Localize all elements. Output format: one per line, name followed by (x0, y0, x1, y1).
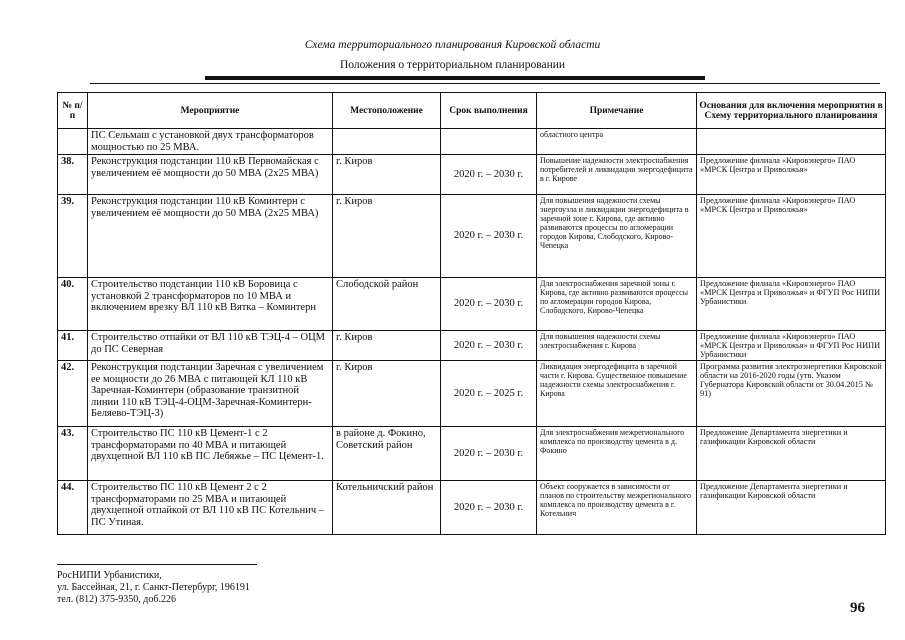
row-term: 2020 г. – 2025 г. (441, 361, 537, 427)
row-number: 40. (58, 278, 88, 331)
row-event: Строительство ПС 110 кВ Цемент 2 с 2 трансформаторами по 25 МВА и питающей двухцепной отпайкой от ВЛ 110 кВ ПС Котельнич – ПС Утиная. (88, 481, 333, 535)
row-term (441, 129, 537, 155)
table-row (58, 155, 886, 195)
row-location: г. Киров (333, 361, 441, 427)
column-header-location: Местоположение (333, 93, 441, 129)
row-note: областного центра (537, 129, 697, 155)
table-header-row (58, 93, 886, 129)
row-location (333, 129, 441, 155)
row-basis: Предложение филиала «Кировэнерго» ПАО «МРСК Центра и Приволжья» (697, 195, 886, 278)
row-basis: Предложение филиала «Кировэнерго» ПАО «МРСК Центра и Приволжья» (697, 155, 886, 195)
document-subtitle: Положения о территориальном планировании (339, 59, 566, 71)
row-event: ПС Сельмаш с установкой двух трансформаторов мощностью по 25 МВА. (88, 129, 333, 155)
row-number: 41. (58, 331, 88, 361)
column-header-note: Примечание (537, 93, 697, 129)
header-rule-thick (205, 76, 705, 80)
row-number: 43. (58, 427, 88, 481)
row-event: Строительство подстанции 110 кВ Боровица с установкой 2 трансформаторов по 10 МВА и включением врезку ВЛ 110 кВ Вятка – Коминтерн (88, 278, 333, 331)
table-row (58, 278, 886, 331)
document-title: Схема территориального планирования Кировской области (304, 39, 601, 51)
table-row (58, 427, 886, 481)
row-note: Ликвидация энергодефицита в заречной части г. Кирова. Существенное повышение надежности схемы электроснабжения г. Кирова (537, 361, 697, 427)
footer-phone: тел. (812) 375-9350, доб.226 (57, 594, 176, 605)
row-basis: Предложение Департамента энергетики и газификации Кировской области (697, 481, 886, 535)
row-note: Повышение надежности электроснабжения потребителей и ликвидации энергодефицита в г. Кирове (537, 155, 697, 195)
table-row (58, 129, 886, 155)
table-row (58, 481, 886, 535)
row-note: Для повышения надежности схемы электроснабжения г. Кирова (537, 331, 697, 361)
row-location: г. Киров (333, 155, 441, 195)
row-term: 2020 г. – 2030 г. (441, 481, 537, 535)
row-event: Реконструкция подстанции Заречная с увеличением ее мощности до 26 МВА с питающей КЛ 110 кВ Заречная-Коминтерн (образование транзитной линии 110 кВ ТЭЦ-4-ОЦМ-Заречная-Коминтерн-Беляево-ТЭЦ-3) (88, 361, 333, 427)
row-event: Строительство отпайки от ВЛ 110 кВ ТЭЦ-4 – ОЦМ до ПС Северная (88, 331, 333, 361)
row-basis: Предложение Департамента энергетики и газификации Кировской области (697, 427, 886, 481)
row-location: г. Киров (333, 331, 441, 361)
column-header-number: № п/п (58, 93, 88, 129)
row-number: 44. (58, 481, 88, 535)
footer-address: ул. Бассейная, 21, г. Санкт-Петербург, 196191 (57, 582, 250, 593)
footer-rule (57, 564, 257, 565)
row-note: Объект сооружается в зависимости от планов по строительству межрегионального комплекса по производству цемента в г. Котельнич (537, 481, 697, 535)
row-note: Для электроснабжения межрегионального комплекса по производству цемента в д. Фокино (537, 427, 697, 481)
row-location: в районе д. Фокино, Советский район (333, 427, 441, 481)
row-note: Для повышения надежности схемы энергоузла и ликвидации энергодефицита в заречной зоне г. Кирова, где активно развиваются процессы по агломерации городов Кирова, Слободского, Кирово-Чепецка (537, 195, 697, 278)
row-term: 2020 г. – 2030 г. (441, 155, 537, 195)
header-rule-thin (90, 83, 880, 84)
row-term: 2020 г. – 2030 г. (441, 278, 537, 331)
row-location: Слободской район (333, 278, 441, 331)
row-term: 2020 г. – 2030 г. (441, 195, 537, 278)
measures-table (57, 92, 886, 535)
row-location: Котельничский район (333, 481, 441, 535)
row-term: 2020 г. – 2030 г. (441, 427, 537, 481)
table-row (58, 195, 886, 278)
row-basis: Предложение филиала «Кировэнерго» ПАО «МРСК Центра и Приволжья» и ФГУП Рос НИПИ Урбанистики (697, 278, 886, 331)
page-number: 96 (850, 600, 865, 616)
column-header-basis: Основания для включения мероприятия в Схему территориального планирования (697, 93, 886, 129)
table-row (58, 361, 886, 427)
row-number (58, 129, 88, 155)
footer-organization: РосНИПИ Урбанистики, (57, 570, 162, 581)
table-row (58, 331, 886, 361)
row-event: Реконструкция подстанции 110 кВ Коминтерн с увеличением её мощности до 50 МВА (2х25 МВА) (88, 195, 333, 278)
row-event: Реконструкция подстанции 110 кВ Первомайская с увеличением её мощности до 50 МВА (2х25 МВА) (88, 155, 333, 195)
column-header-event: Мероприятие (88, 93, 333, 129)
row-basis: Предложение филиала «Кировэнерго» ПАО «МРСК Центра и Приволжья» и ФГУП Рос НИПИ Урбанистики (697, 331, 886, 361)
row-basis (697, 129, 886, 155)
row-number: 38. (58, 155, 88, 195)
row-event: Строительство ПС 110 кВ Цемент-1 с 2 трансформаторами по 40 МВА и питающей двухцепной ВЛ 110 кВ ПС Лебяжье – ПС Цемент-1. (88, 427, 333, 481)
row-term: 2020 г. – 2030 г. (441, 331, 537, 361)
row-location: г. Киров (333, 195, 441, 278)
row-number: 42. (58, 361, 88, 427)
row-note: Для электроснабжения заречной зоны г. Кирова, где активно развиваются процессы по агломерации городов Кирова, Слободского, Кирово-Чепецка (537, 278, 697, 331)
row-number: 39. (58, 195, 88, 278)
column-header-term: Срок выполнения (441, 93, 537, 129)
row-basis: Программа развития электроэнергетики Кировской области на 2016-2020 годы (утв. Указом Губернатора Кировской области от 30.04.2015 № 91) (697, 361, 886, 427)
